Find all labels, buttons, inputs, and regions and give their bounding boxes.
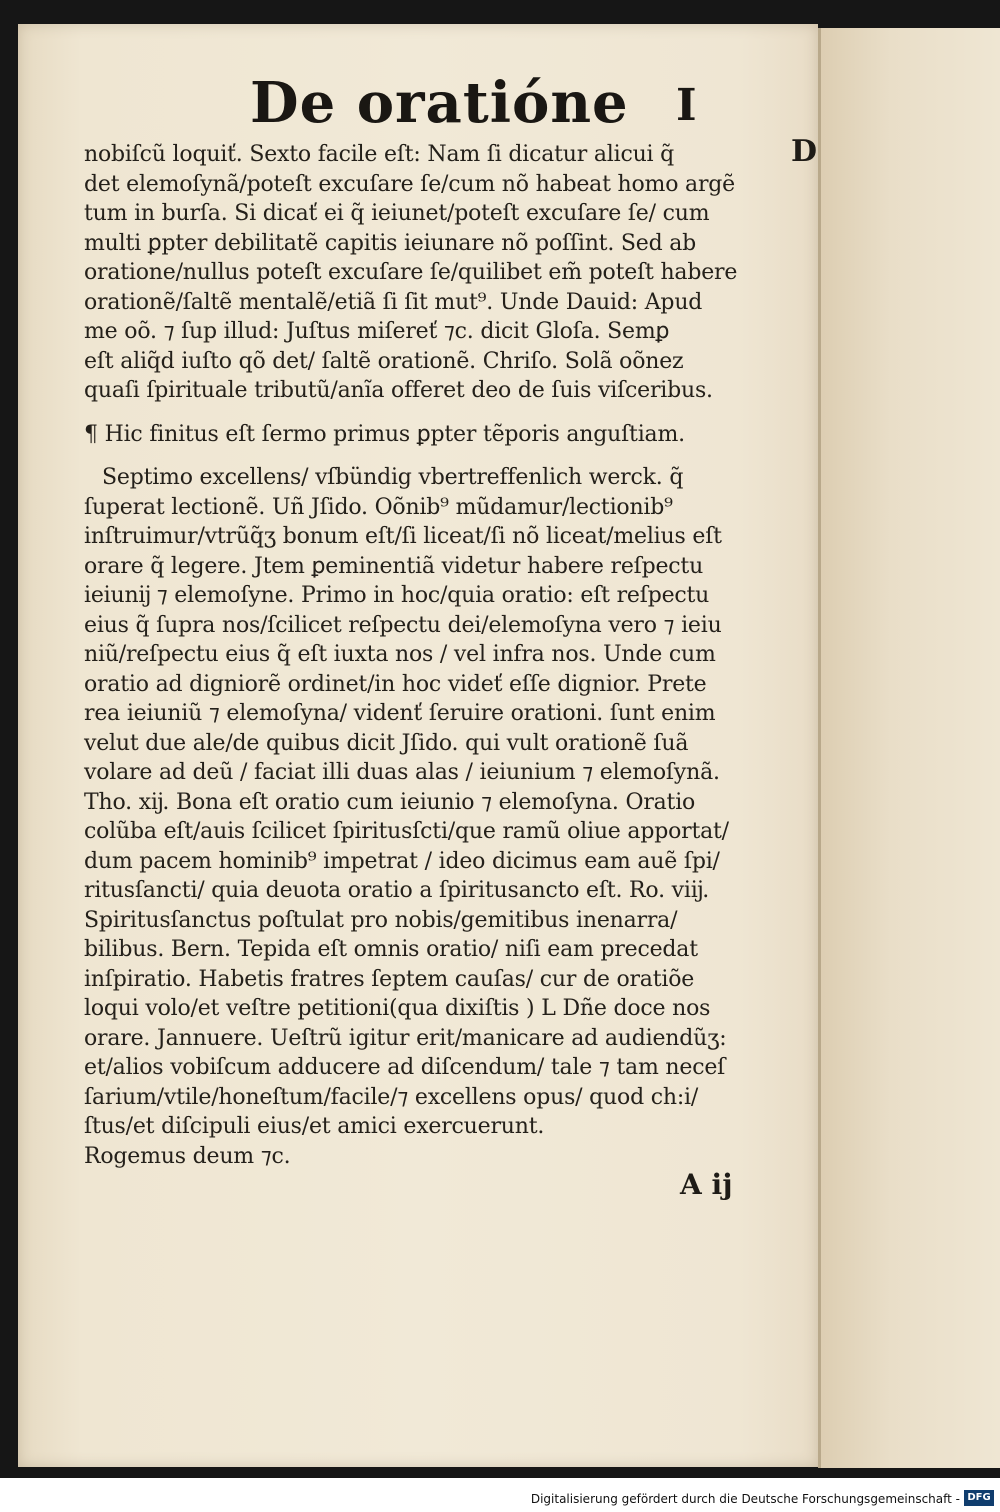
text-line: et/alios vobiſcum adducere ad diſcendum/ tale ⁊ tam neceſ [84,1055,726,1080]
text-line: ſarium/vtile/honeſtum/facile/⁊ excellens opus/ quod ch:i/ [84,1084,699,1110]
signature-mark: A ĳ [680,1168,733,1201]
text-line: bilibus. Bern. Tepida eſt omnis oratio/ niſi eam precedat [84,937,698,962]
text-line: ſuperat lectionẽ. Uñ Jſido. Oõnib⁹ mũdamur/lectionib⁹ [84,494,673,520]
text-line: ritusſancti/ quia deuota oratio a ſpiritusancto eſt. Ro. viĳ. [84,878,710,903]
text-line: ſtus/et diſcipuli eius/et amici exercuerunt. [84,1114,545,1139]
text-line: eſt aliq̃d iuſto qõ det/ ſaltẽ orationẽ. Chriſo. Solã oõnez [84,348,684,374]
paragraph-gap [84,449,774,463]
text-line: volare ad deũ / faciat illi duas alas / ieiunium ⁊ elemoſynã. [84,760,720,785]
text-line: velut due ale/de quibus dicit Jſido. qui vult orationẽ ſuã [84,730,689,756]
text-line: Spiritusſanctus poſtulat pro nobis/gemitibus inenarra/ [84,907,678,933]
text-line: nobiſcũ loquiť. Sexto facile eſt: Nam ſi dicatur alicui q̃ [84,142,675,167]
paragraph-gap [84,406,774,420]
running-header-title: De oratióne [250,70,629,136]
text-line: me oõ. ⁊ ſup illud: Juſtus miſereť ⁊c. dicit Gloſa. Semꝑ [84,319,670,344]
text-line: Rogemus deum ⁊c. [84,1143,291,1169]
text-line: multi ꝑpter debilitatẽ capitis ieiunare nõ poſſint. Sed ab [84,230,697,256]
facing-page-edge [818,28,1000,1468]
text-line: orare. Jannuere. Ueſtrũ igitur erit/manicare ad audiendũʒ: [84,1025,727,1051]
text-line: oratione/nullus poteſt excuſare ſe/quilibet em̃ poteſt habere [84,260,738,285]
folio-number: I [676,80,697,131]
text-line: tum in burſa. Si dicať ei q̃ ieiunet/poteſt excuſare ſe/ cum [84,201,710,226]
text-line: niũ/reſpectu eius q̃ eſt iuxta nos / vel infra nos. Unde cum [84,642,716,667]
body-text [84,140,774,1171]
margin-note: D [791,134,818,169]
text-line: quaſi ſpirituale tributũ/anĩa offeret deo de ſuis viſceribus. [84,378,713,403]
text-line: rea ieiuniũ ⁊ elemoſyna/ videnť ſeruire orationi. ſunt enim [84,701,716,726]
text-line: colũba eſt/auis ſcilicet ſpiritusſcti/que ramũ oliue apportat/ [84,819,729,844]
text-line: eius q̃ ſupra nos/ſcilicet reſpectu dei/elemoſyna vero ⁊ ieiu [84,612,722,638]
text-line: det elemoſynã/poteſt excuſare ſe/cum nõ habeat homo argẽ [84,171,735,197]
text-line: Tho. xĳ. Bona eſt oratio cum ieiunio ⁊ elemoſyna. Oratio [84,789,696,815]
text-line: orare q̃ legere. Jtem ꝑeminentiã videtur habere reſpectu [84,553,704,579]
text-line: orationẽ/ſaltẽ mentalẽ/etiã ſi ſit mut⁹. Unde Dauid: Apud [84,289,703,315]
text-line: dum pacem hominib⁹ impetrat / ideo dicimus eam auẽ ſpi/ [84,848,720,874]
text-line: loqui volo/et veſtre petitioni(qua dixiſtis ) L Dñe doce nos [84,996,711,1021]
text-line: inſpiratio. Habetis fratres ſeptem cauſas/ cur de oratiõe [84,966,695,992]
text-line: ieiunĳ ⁊ elemoſyne. Primo in hoc/quia oratio: eſt reſpectu [84,583,710,608]
text-line: inſtruimur/vtrũq̃ʒ bonum eſt/ſi liceat/ſi nõ liceat/melius eſt [84,524,722,549]
footer-credit: Digitalisierung gefördert durch die Deutsche Forschungsgemeinschaft - [530,1492,960,1506]
text-line-rubric: ¶ Hic finitus eſt ſermo primus ꝑpter tẽporis anguſtiam. [84,421,685,447]
dfg-logo-icon: DFG [964,1490,994,1506]
text-line: Septimo excellens/ vſbündig vbertreffenlich werck. q̃ [102,465,684,490]
text-line: oratio ad digniorẽ ordinet/in hoc videť eſſe dignior. Prete [84,671,707,697]
